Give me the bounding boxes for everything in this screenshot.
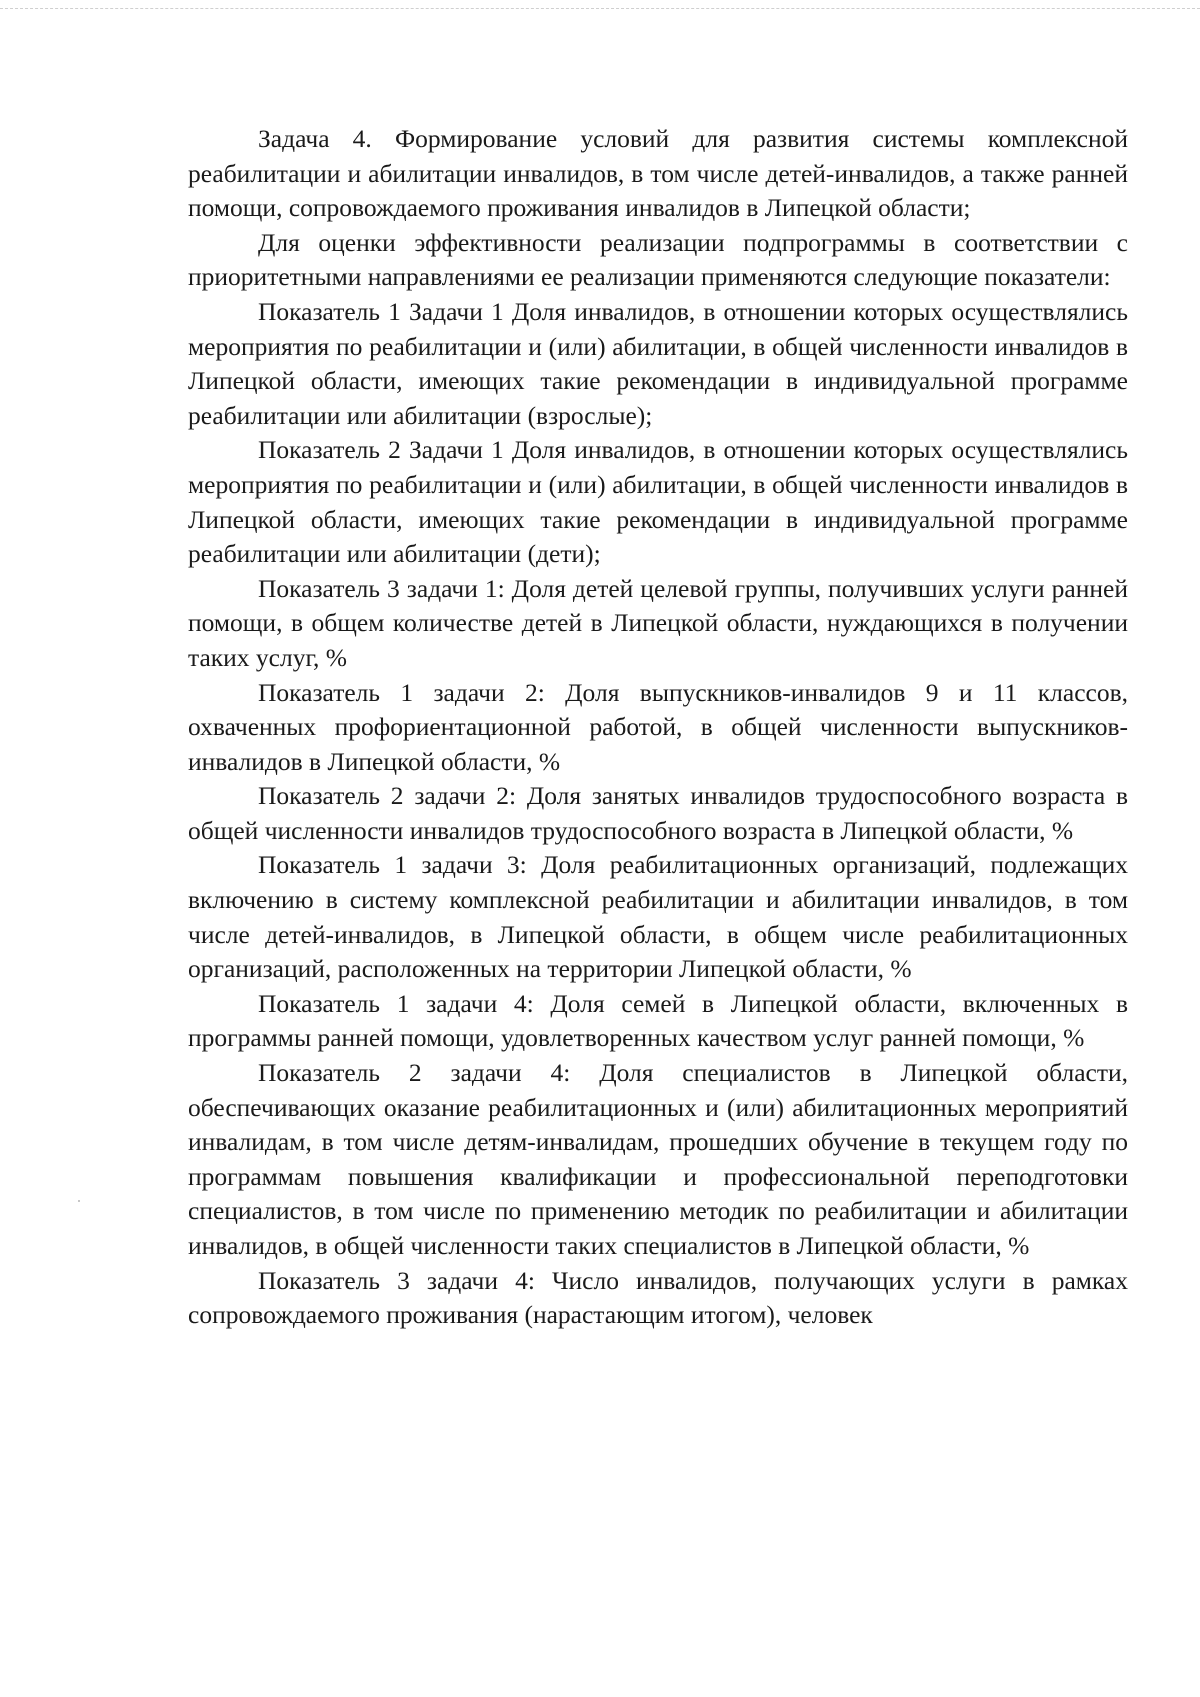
paragraph-indicator-2-task-4: Показатель 2 задачи 4: Доля специалистов в Липецкой области, обеспечивающих оказание реабилитационных и (или) абилитационных мероприятий инвалидам, в том числе детям-инвалидам, прошедших обучение в текущем году по программам повышения квалификации и профессиональной переподготовки специалистов, в том числе по применению методик по реабилитации и абилитации инвалидов, в общей численности таких специалистов в Липецкой области, %	[188, 1058, 1128, 1260]
paragraph-indicator-2-task-2: Показатель 2 задачи 2: Доля занятых инвалидов трудоспособного возраста в общей численности инвалидов трудоспособного возраста в Липецкой области, %	[188, 781, 1128, 845]
scan-edge-line	[0, 8, 1200, 9]
paragraph-task-4: Задача 4. Формирование условий для развития системы комплексной реабилитации и абилитации инвалидов, в том числе детей-инвалидов, а также ранней помощи, сопровождаемого проживания инвалидов в Липецкой области;	[188, 124, 1128, 223]
paragraph-indicator-3-task-1: Показатель 3 задачи 1: Доля детей целевой группы, получивших услуги ранней помощи, в общем количестве детей в Липецкой области, нуждающихся в получении таких услуг, %	[188, 573, 1128, 672]
paragraph-indicator-1-task-2: Показатель 1 задачи 2: Доля выпускников-инвалидов 9 и 11 классов, охваченных профориентационной работой, в общей численности выпускников-инвалидов в Липецкой области, %	[188, 677, 1128, 776]
document-body	[188, 122, 1128, 1333]
paragraph-indicator-1-task-3: Показатель 1 задачи 3: Доля реабилитационных организаций, подлежащих включению в систему комплексной реабилитации и абилитации инвалидов, в том числе детей-инвалидов, в Липецкой области, в общем числе реабилитационных организаций, расположенных на территории Липецкой области, %	[188, 850, 1128, 984]
scan-speck	[78, 1200, 80, 1202]
paragraph-indicator-3-task-4: Показатель 3 задачи 4: Число инвалидов, получающих услуги в рамках сопровождаемого проживания (нарастающим итогом), человек	[188, 1265, 1128, 1330]
paragraph-indicator-1-task-1: Показатель 1 Задачи 1 Доля инвалидов, в отношении которых осуществлялись мероприятия по реабилитации и (или) абилитации, в общей численности инвалидов в Липецкой области, имеющих такие рекомендации в индивидуальной программе реабилитации или абилитации (взрослые);	[188, 296, 1128, 430]
paragraph-indicator-1-task-4: Показатель 1 задачи 4: Доля семей в Липецкой области, включенных в программы ранней помощи, удовлетворенных качеством услуг ранней помощи, %	[188, 988, 1128, 1053]
paragraph-indicators-intro: Для оценки эффективности реализации подпрограммы в соответствии с приоритетными направлениями ее реализации применяются следующие показатели:	[188, 227, 1128, 292]
paragraph-indicator-2-task-1: Показатель 2 Задачи 1 Доля инвалидов, в отношении которых осуществлялись мероприятия по реабилитации и (или) абилитации, в общей численности инвалидов в Липецкой области, имеющих такие рекомендации в индивидуальной программе реабилитации или абилитации (дети);	[188, 435, 1128, 569]
